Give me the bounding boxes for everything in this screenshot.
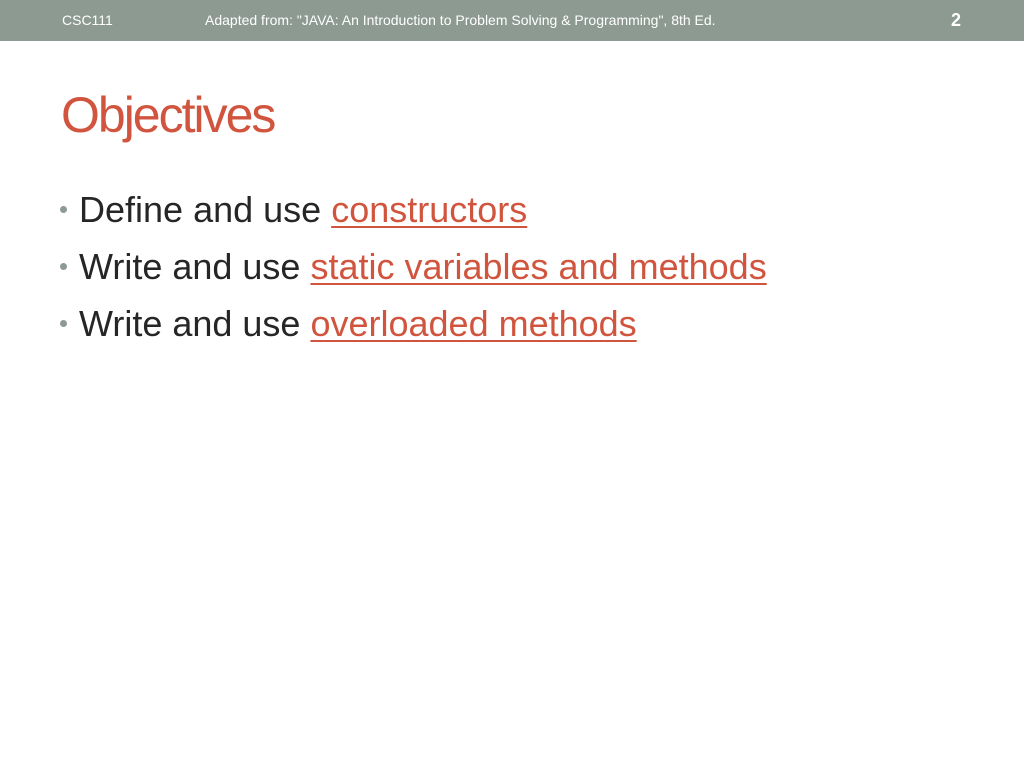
objective-item xyxy=(58,299,767,356)
objective-text: Define and use xyxy=(79,189,332,230)
bullet-dot-icon xyxy=(60,320,67,327)
objectives-list xyxy=(58,185,767,356)
source-citation: Adapted from: "JAVA: An Introduction to Problem Solving & Programming", 8th Ed. xyxy=(205,12,716,28)
header-bar xyxy=(0,0,1024,41)
overloaded-methods-link[interactable]: overloaded methods xyxy=(310,303,637,344)
objective-item xyxy=(58,242,767,299)
slide-number: 2 xyxy=(950,10,961,30)
bullet-dot-icon xyxy=(60,206,67,213)
objective-text: Write and use xyxy=(79,246,311,287)
objective-item xyxy=(58,185,767,242)
bullet-dot-icon xyxy=(60,263,67,270)
static-variables-link[interactable]: static variables and methods xyxy=(310,246,767,287)
slide-title: Objectives xyxy=(61,87,275,143)
course-code: CSC111 xyxy=(62,12,113,28)
constructors-link[interactable]: constructors xyxy=(331,189,528,230)
objective-text: Write and use xyxy=(79,303,311,344)
